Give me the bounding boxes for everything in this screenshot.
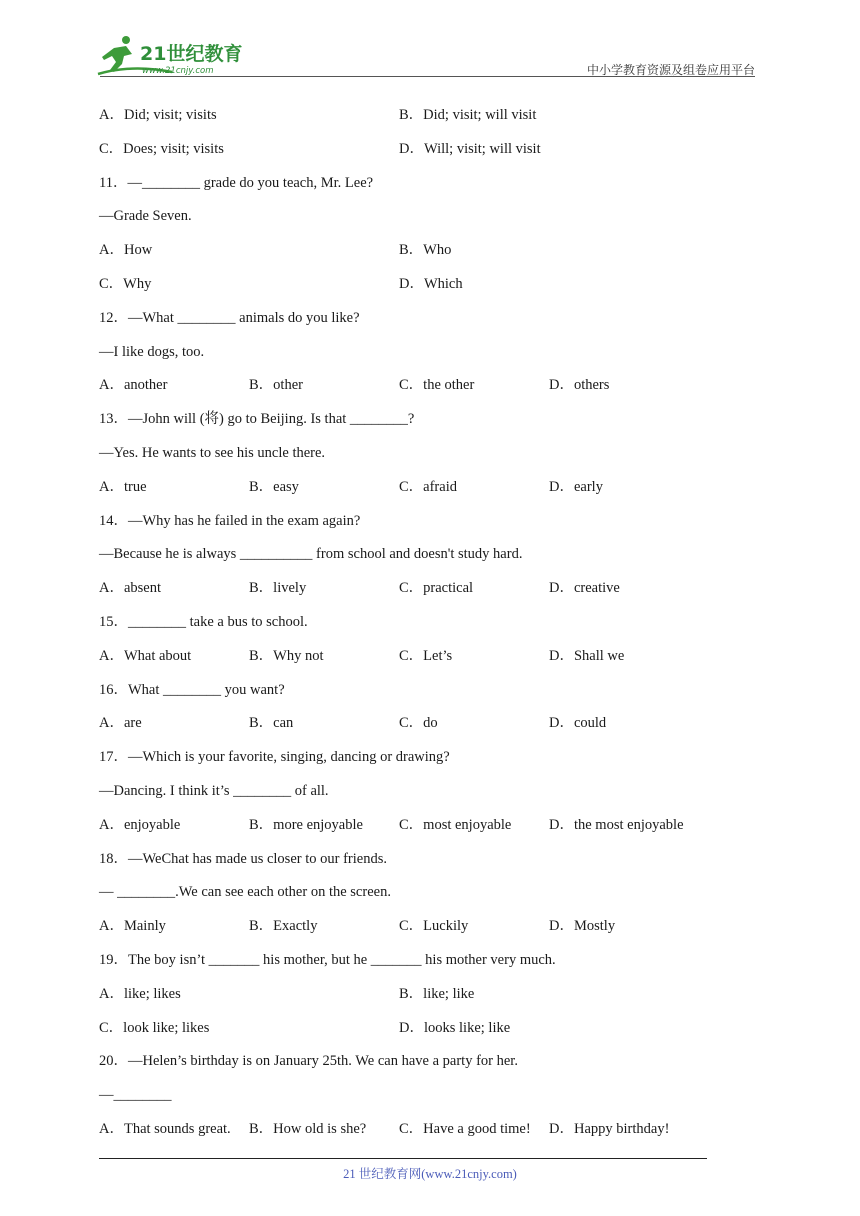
question-line: 12．—What ________ animals do you like? — [99, 310, 360, 326]
question-line: — ________.We can see each other on the screen. — [99, 884, 391, 900]
answer-option: A．like; likes — [99, 986, 181, 1002]
answer-option: A．true — [99, 479, 147, 495]
question-line: —________ — [99, 1087, 172, 1103]
answer-option: D．Will; visit; will visit — [399, 141, 541, 157]
question-line: —Because he is always __________ from school and doesn't study hard. — [99, 546, 523, 562]
answer-option: D．Shall we — [549, 648, 625, 664]
footer-divider — [99, 1158, 707, 1159]
answer-option: D．early — [549, 479, 603, 495]
header-divider — [100, 76, 755, 77]
answer-option: C．most enjoyable — [399, 817, 512, 833]
page-header — [0, 0, 860, 80]
answer-option: B．How old is she? — [249, 1121, 367, 1137]
logo-text: 21世纪教育 — [140, 43, 243, 65]
answer-option: C．Why — [99, 276, 152, 292]
question-line: 16．What ________ you want? — [99, 682, 285, 698]
answer-option: B．other — [249, 377, 303, 393]
answer-option: C．look like; likes — [99, 1020, 210, 1036]
answer-option: B．Why not — [249, 648, 324, 664]
question-line: —Yes. He wants to see his uncle there. — [99, 445, 326, 461]
answer-option: C．Have a good time! — [399, 1121, 531, 1137]
question-line: 17．—Which is your favorite, singing, dancing or drawing? — [99, 749, 450, 765]
answer-option: B．Who — [399, 242, 452, 258]
answer-option: A．What about — [99, 648, 192, 664]
answer-option: B．lively — [249, 580, 307, 596]
answer-option: B．Exactly — [249, 918, 318, 934]
answer-option: A．enjoyable — [99, 817, 181, 833]
answer-option: D．Which — [399, 276, 463, 292]
answer-option: C．Does; visit; visits — [99, 141, 224, 157]
site-logo — [92, 34, 262, 78]
answer-option: C．the other — [399, 377, 475, 393]
answer-option: D．creative — [549, 580, 620, 596]
answer-option: C．afraid — [399, 479, 457, 495]
answer-option: D．Happy birthday! — [549, 1121, 670, 1137]
question-line: 11．—________ grade do you teach, Mr. Lee? — [99, 175, 374, 191]
answer-option: C．Luckily — [399, 918, 469, 934]
answer-option: B．like; like — [399, 986, 475, 1002]
question-line: 20．—Helen’s birthday is on January 25th. We can have a party for her. — [99, 1053, 518, 1069]
question-line: —Dancing. I think it’s ________ of all. — [99, 783, 329, 799]
answer-option: A．are — [99, 715, 142, 731]
answer-option: B．easy — [249, 479, 299, 495]
logo-url: www.21cnjy.com — [142, 66, 214, 76]
answer-option: D．others — [549, 377, 610, 393]
answer-option: A．Did; visit; visits — [99, 107, 217, 123]
question-line: 18．—WeChat has made us closer to our friends. — [99, 851, 387, 867]
question-line: 19．The boy isn’t _______ his mother, but he _______ his mother very much. — [99, 952, 556, 968]
answer-option: D．looks like; like — [399, 1020, 511, 1036]
answer-option: D．could — [549, 715, 607, 731]
question-line: 13．—John will (将) go to Beijing. Is that ________? — [99, 411, 415, 427]
answer-option: C．practical — [399, 580, 474, 596]
answer-option: C．do — [399, 715, 438, 731]
answer-option: A．How — [99, 242, 153, 258]
answer-option: B．Did; visit; will visit — [399, 107, 537, 123]
question-line: —Grade Seven. — [99, 208, 192, 224]
answer-option: C．Let’s — [399, 648, 453, 664]
answer-option: A．That sounds great. — [99, 1121, 231, 1137]
question-line: 14．—Why has he failed in the exam again? — [99, 513, 361, 529]
answer-option: D．the most enjoyable — [549, 817, 684, 833]
platform-name: 中小学教育资源及组卷应用平台 — [586, 63, 755, 77]
question-line: —I like dogs, too. — [99, 344, 205, 360]
footer-source: 21 世纪教育网(www.21cnjy.com) — [343, 1167, 517, 1181]
answer-option: D．Mostly — [549, 918, 616, 934]
answer-option: A．another — [99, 377, 168, 393]
answer-option: B．can — [249, 715, 294, 731]
answer-option: A．Mainly — [99, 918, 166, 934]
question-line: 15．________ take a bus to school. — [99, 614, 308, 630]
answer-option: A．absent — [99, 580, 162, 596]
answer-option: B．more enjoyable — [249, 817, 363, 833]
